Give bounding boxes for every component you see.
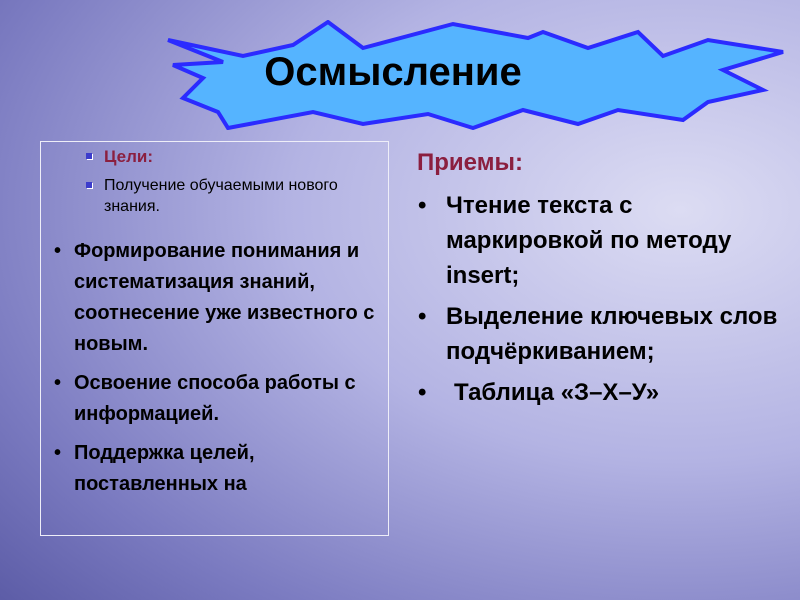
bullet-dot-icon: • <box>54 372 62 394</box>
list-item-text: Поддержка целей, поставленных на <box>74 442 255 495</box>
goals-heading-row <box>86 146 386 167</box>
list-item-text: Освоение способа работы с информацией. <box>74 372 356 425</box>
techniques-list <box>418 188 788 416</box>
left-bullet-list <box>54 236 379 508</box>
goals-text-row <box>86 175 386 217</box>
list-item <box>418 375 788 410</box>
bullet-dot-icon: • <box>54 442 62 464</box>
list-item <box>54 438 379 500</box>
small-blue-square-icon <box>86 153 92 159</box>
list-item <box>54 236 379 360</box>
list-item <box>418 299 788 369</box>
slide-title: Осмысление <box>264 50 522 94</box>
bullet-dot-icon: • <box>418 379 427 406</box>
goals-text: Получение обучаемыми нового знания. <box>104 177 338 215</box>
list-item <box>418 188 788 293</box>
goals-heading: Цели: <box>104 147 153 166</box>
list-item-text: Чтение текста с маркировкой по методу insert; <box>446 192 732 289</box>
bullet-dot-icon: • <box>418 192 427 219</box>
goals-sublist <box>86 146 386 225</box>
list-item <box>54 368 379 430</box>
list-item-text: Таблица «З–Х–У» <box>454 379 660 406</box>
list-item-text: Формирование понимания и систематизация знаний, соотнесение уже известного с новым. <box>74 240 375 355</box>
small-blue-square-icon <box>86 182 92 188</box>
list-item-text: Выделение ключевых слов подчёркиванием; <box>446 303 778 365</box>
techniques-heading: Приемы: <box>417 149 523 176</box>
bullet-dot-icon: • <box>418 303 427 330</box>
bullet-dot-icon: • <box>54 240 62 262</box>
